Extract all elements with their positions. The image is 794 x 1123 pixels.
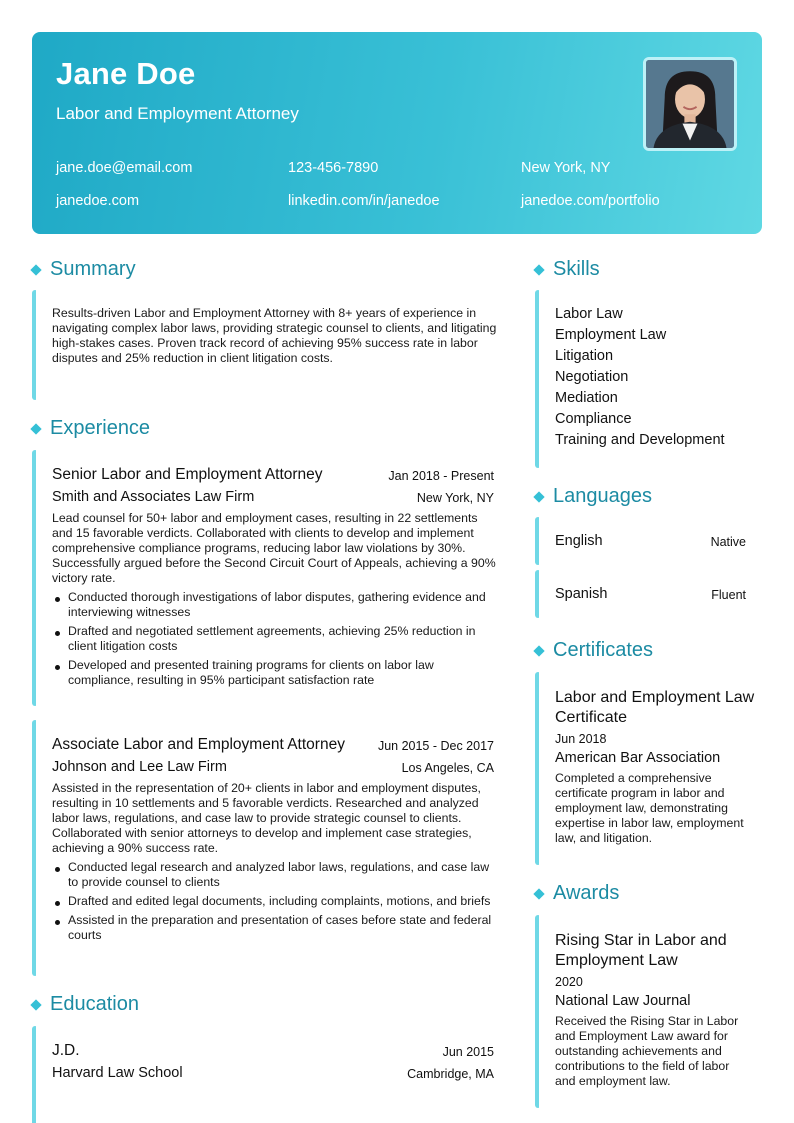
summary-text: Results-driven Labor and Employment Attorney with 8+ years of experience in navigating complex labor laws, providing strategic counsel to clients, and litigating high-stakes cases. Proven track record of achieving 95% success rate in labor disputes and 25% reduction in client litigation costs. <box>52 306 497 365</box>
award-year: 2020 <box>555 975 583 989</box>
profile-photo <box>643 57 737 151</box>
job-title: Senior Labor and Employment Attorney <box>52 466 323 483</box>
experience-heading-label: Experience <box>50 417 151 439</box>
portrait-image <box>646 60 734 148</box>
award-description: Received the Rising Star in Labor and Employment Law award for outstanding achievements and contributions to the field of labor and employment law. <box>555 1014 739 1088</box>
awards-heading-label: Awards <box>553 882 620 904</box>
languages-heading-label: Languages <box>553 485 652 507</box>
awards-heading <box>533 882 619 905</box>
job-title: Associate Labor and Employment Attorney <box>52 736 345 753</box>
website-link[interactable]: janedoe.com <box>56 193 140 209</box>
education-date: Jun 2015 <box>442 1045 494 1059</box>
job-dates: Jan 2018 - Present <box>388 469 494 483</box>
job-company: Johnson and Lee Law Firm <box>52 759 227 775</box>
job-bullet: Developed and presented training programs for clients on labor law compliance, resulting in 95% participant satisfaction rate <box>52 658 498 688</box>
diamond-icon <box>533 888 544 899</box>
certificates-heading <box>533 639 653 662</box>
candidate-name: Jane Doe <box>56 56 196 91</box>
job-dates: Jun 2015 - Dec 2017 <box>377 739 494 753</box>
job-description: Lead counsel for 50+ labor and employment cases, resulting in 22 settlements and 15 favorable verdicts. Collaborated with clients to develop and implement comprehensive compliance programs, reducing labor law violations by 30%. Successfully argued before the Second Circuit Court of Appeals, achieving a 90% victory rate. <box>52 511 496 585</box>
certificate-date: Jun 2018 <box>555 732 607 746</box>
certificate-accent-bar <box>535 672 541 865</box>
skill-item: Labor Law <box>555 306 623 322</box>
job-accent-bar <box>32 720 38 976</box>
skill-item: Mediation <box>555 390 618 406</box>
skills-heading-label: Skills <box>553 258 600 280</box>
certificate-issuer: American Bar Association <box>555 750 721 766</box>
skill-item: Negotiation <box>555 369 629 385</box>
language-level: Native <box>710 535 746 549</box>
languages-heading <box>533 485 652 508</box>
job-accent-bar <box>32 450 38 706</box>
award-title: Rising Star in Labor and Employment Law <box>555 932 727 969</box>
portfolio-link[interactable]: janedoe.com/portfolio <box>521 193 660 209</box>
certificates-heading-label: Certificates <box>553 639 654 661</box>
resume-header <box>32 32 762 234</box>
email-link[interactable]: jane.doe@email.com <box>56 160 193 176</box>
job-bullet-list <box>52 860 498 947</box>
diamond-icon <box>533 645 544 656</box>
linkedin-link[interactable]: linkedin.com/in/janedoe <box>288 193 440 209</box>
award-issuer: National Law Journal <box>555 993 691 1009</box>
education-heading <box>30 993 139 1016</box>
education-heading-label: Education <box>50 993 139 1015</box>
certificate-title: Labor and Employment Law Certificate <box>555 689 755 726</box>
education-accent-bar <box>32 1026 38 1123</box>
diamond-icon <box>533 491 544 502</box>
job-bullet: Drafted and edited legal documents, including complaints, motions, and briefs <box>52 894 498 909</box>
phone-number[interactable]: 123-456-7890 <box>288 160 379 176</box>
diamond-icon <box>30 264 41 275</box>
skill-item: Employment Law <box>555 327 667 343</box>
skill-item: Compliance <box>555 411 632 427</box>
summary-heading-label: Summary <box>50 258 136 280</box>
job-description: Assisted in the representation of 20+ clients in labor and employment disputes, resulting in 10 settlements and 5 favorable verdicts. Researched and analyzed labor laws, regulations, and case law to provide strategic counsel to clients. Collaborated with senior attorneys to develop and implement case strategies, achieving a 90% success rate. <box>52 781 481 855</box>
education-school: Harvard Law School <box>52 1065 183 1081</box>
location-text: New York, NY <box>521 160 611 176</box>
skill-item: Training and Development <box>555 432 725 448</box>
summary-accent-bar <box>32 290 38 400</box>
language-name: Spanish <box>555 586 608 602</box>
job-bullet: Conducted thorough investigations of labor disputes, gathering evidence and interviewing witnesses <box>52 590 498 620</box>
language-name: English <box>555 533 603 549</box>
diamond-icon <box>30 999 41 1010</box>
job-bullet-list <box>52 590 498 692</box>
experience-heading <box>30 417 150 440</box>
skills-accent-bar <box>535 290 541 468</box>
language-accent-bar <box>535 517 541 565</box>
job-bullet: Conducted legal research and analyzed labor laws, regulations, and case law to provide counsel to clients <box>52 860 498 890</box>
education-location: Cambridge, MA <box>407 1067 494 1081</box>
certificate-description: Completed a comprehensive certificate program in labor and employment law, demonstrating expertise in labor law, employment law, and litigation. <box>555 771 744 845</box>
skill-item: Litigation <box>555 348 614 364</box>
job-bullet: Drafted and negotiated settlement agreements, achieving 25% reduction in client litigation costs <box>52 624 498 654</box>
language-level: Fluent <box>711 588 746 602</box>
language-accent-bar <box>535 570 541 618</box>
skills-heading <box>533 258 600 281</box>
education-degree: J.D. <box>52 1042 80 1059</box>
diamond-icon <box>533 264 544 275</box>
job-location: New York, NY <box>416 491 494 505</box>
job-location: Los Angeles, CA <box>401 761 494 775</box>
job-company: Smith and Associates Law Firm <box>52 489 255 505</box>
award-accent-bar <box>535 915 541 1108</box>
job-bullet: Assisted in the preparation and presentation of cases before state and federal courts <box>52 913 498 943</box>
diamond-icon <box>30 423 41 434</box>
summary-heading <box>30 258 136 281</box>
candidate-title: Labor and Employment Attorney <box>56 104 299 123</box>
